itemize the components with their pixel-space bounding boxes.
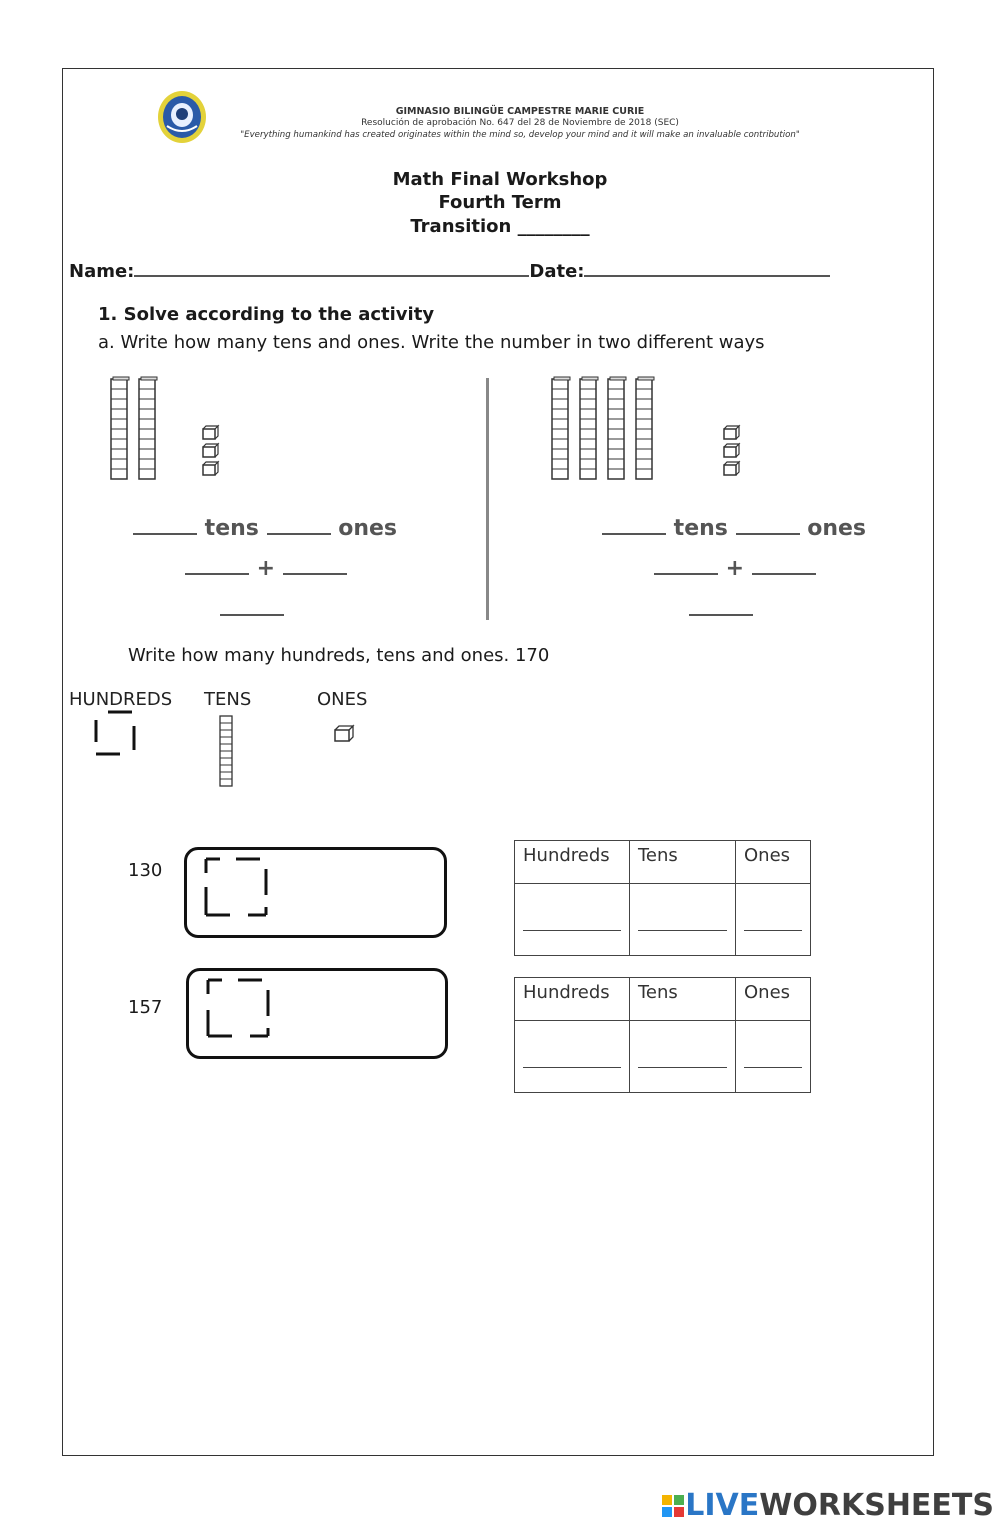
task-number: 157 [128,997,163,1018]
tens-answer-blank[interactable] [602,533,666,535]
legend-ones-label: ONES [317,689,368,710]
legend-tens-label: TENS [204,689,252,710]
expanded-form-left [185,556,347,581]
expanded-ones-blank[interactable] [283,573,347,575]
plus-sign: + [256,556,276,581]
task-number: 130 [128,860,163,881]
ones-label: ones [807,516,867,541]
hundreds-square-icon [90,708,150,760]
tens-rod [111,377,129,479]
expanded-tens-blank[interactable] [654,573,718,575]
tens-rod-icon [216,712,238,790]
column-divider [486,378,489,620]
hundreds-square-icon [202,976,274,1042]
brand-suffix: WORKSHEETS [759,1488,994,1523]
expanded-ones-blank[interactable] [752,573,816,575]
tens-rod [139,377,157,479]
place-value-table [514,977,811,1093]
base-ten-blocks-left [105,375,235,485]
hundreds-answer-cell[interactable] [515,1021,630,1093]
ones-answer-cell[interactable] [736,1021,811,1093]
number-answer-blank-right[interactable] [689,614,753,616]
ones-answer-cell[interactable] [736,884,811,956]
place-value-table [514,840,811,956]
tens-rod [552,377,570,479]
tens-answer-blank[interactable] [133,533,197,535]
tens-rod [636,377,654,479]
liveworksheets-logo [661,1488,994,1523]
hundreds-answer-cell[interactable] [515,884,630,956]
tens-ones-row-left [133,516,397,541]
date-label: Date: [529,261,585,282]
table-header-hundreds: Hundreds [515,841,630,884]
school-resolution: Resolución de aprobación No. 647 del 28 de Noviembre de 2018 (SEC) [361,118,679,128]
ones-cube [203,462,218,475]
number-answer-blank-left[interactable] [220,614,284,616]
legend-hundreds-label: HUNDREDS [69,689,173,710]
name-date-row [69,261,830,282]
tens-label: tens [204,516,259,541]
worksheet-term: Fourth Term [438,192,562,213]
table-header-tens: Tens [630,841,736,884]
tens-label: tens [673,516,728,541]
question-part-a: a. Write how many tens and ones. Write the number in two different ways [98,332,765,353]
tens-ones-row-right [602,516,866,541]
ones-answer-blank[interactable] [267,533,331,535]
question-heading: 1. Solve according to the activity [98,304,435,325]
date-input-line[interactable] [584,275,830,277]
ones-cube [203,444,218,457]
tens-rod [608,377,626,479]
plus-sign: + [725,556,745,581]
school-name: GIMNASIO BILINGÜE CAMPESTRE MARIE CURIE [395,106,645,117]
ones-cube [724,462,739,475]
liveworksheets-icon [661,1494,685,1518]
worksheet-grade: Transition ________ [410,216,590,237]
name-input-line[interactable] [134,275,529,277]
ones-answer-blank[interactable] [736,533,800,535]
tens-answer-cell[interactable] [630,884,736,956]
table-header-ones: Ones [736,841,811,884]
table-header-hundreds: Hundreds [515,978,630,1021]
ones-cube [203,426,218,439]
school-motto: "Everything humankind has created originates within the mind so, develop your mind and it will make an invaluable contribution" [240,130,800,140]
expanded-form-right [654,556,816,581]
table-header-tens: Tens [630,978,736,1021]
tens-rod [580,377,598,479]
base-ten-blocks-right [546,375,746,485]
brand-prefix: LIVE [685,1488,760,1523]
ones-cube-icon [332,724,356,744]
name-label: Name: [69,261,135,282]
ones-label: ones [338,516,398,541]
ones-cube [724,444,739,457]
worksheet-title: Math Final Workshop [392,169,608,190]
expanded-tens-blank[interactable] [185,573,249,575]
hundreds-square-icon [200,855,272,921]
instruction-hundreds: Write how many hundreds, tens and ones. 170 [128,645,550,666]
ones-cube [724,426,739,439]
table-header-ones: Ones [736,978,811,1021]
tens-answer-cell[interactable] [630,1021,736,1093]
